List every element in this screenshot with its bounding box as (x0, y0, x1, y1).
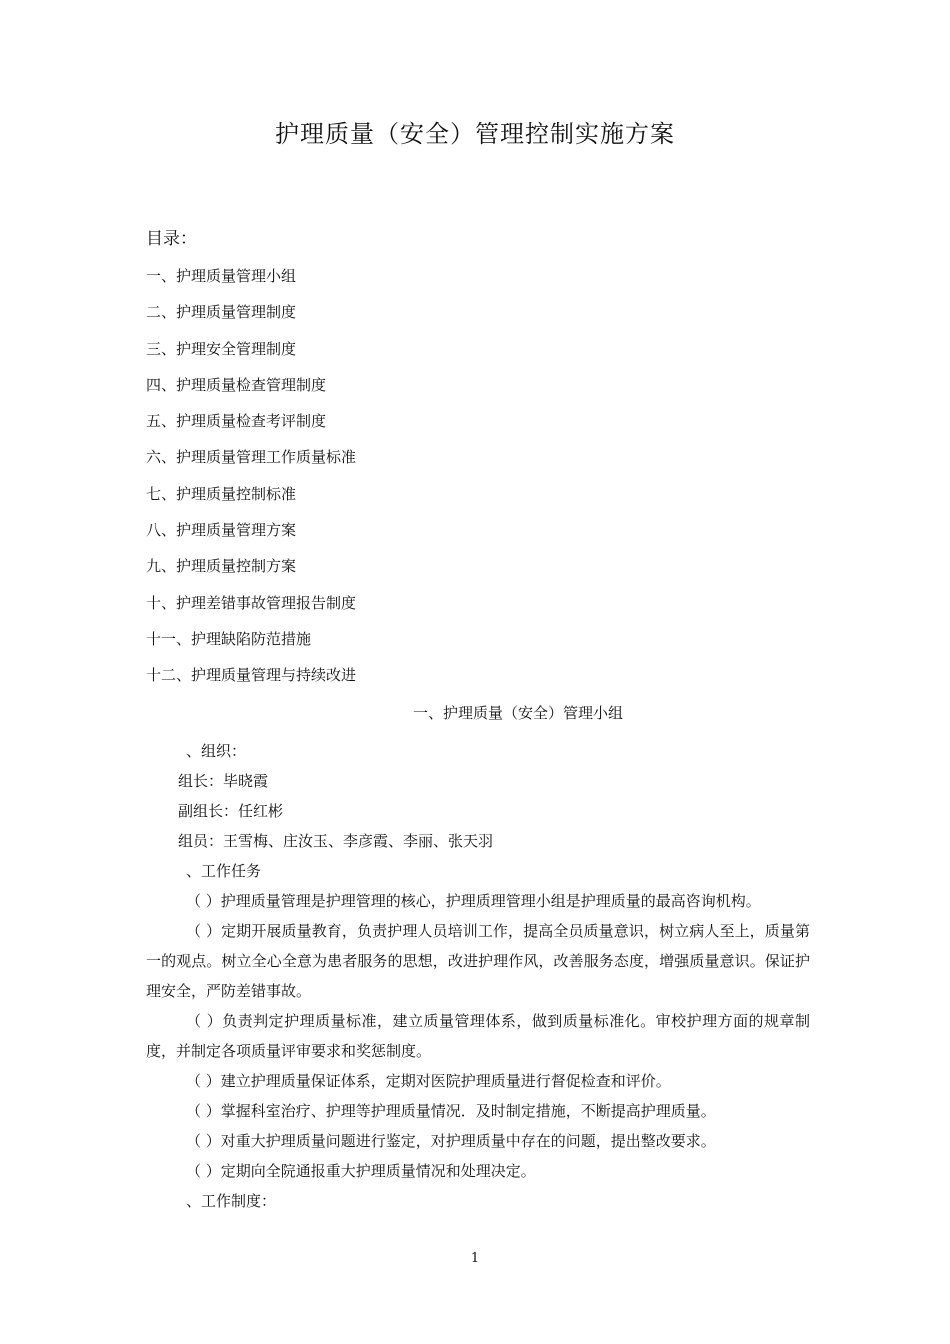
task-paragraph: （ ）掌握科室治疗、护理等护理质量情况．及时制定措施，不断提高护理质量。 (186, 1102, 716, 1120)
task-paragraph: （ ）负责判定护理质量标准，建立质量管理体系，做到质量标准化。审校护理方面的规章制度，并制定各项质量评审要求和奖惩制度。 (146, 1012, 810, 1060)
org-heading: 、组织： (186, 742, 247, 760)
task-paragraph: （ ）护理质量管理是护理管理的核心，护理质理管理小组是护理质量的最高咨询机构。 (186, 892, 761, 910)
task-paragraph: （ ）定期向全院通报重大护理质量情况和处理决定。 (186, 1162, 536, 1180)
toc-item: 九、护理质量控制方案 (146, 557, 297, 576)
leader-line: 组长：毕晓霞 (178, 772, 269, 790)
toc-item: 十一、护理缺陷防范措施 (146, 629, 312, 648)
members-line: 组员：王雪梅、庄汝玉、李彦霞、李丽、张天羽 (178, 832, 494, 850)
task-paragraph: （ ）对重大护理质量问题进行鉴定，对护理质量中存在的问题，提出整改要求。 (186, 1132, 716, 1150)
deputy-line: 副组长：任红彬 (178, 802, 284, 820)
page-number: 1 (470, 1251, 480, 1266)
toc-item: 二、护理质量管理制度 (146, 303, 297, 322)
tasks-heading: 、工作任务 (186, 862, 262, 880)
task-paragraph: （ ）定期开展质量教育，负责护理人员培训工作，提高全员质量意识，树立病人至上，质量第一的观点。树立全心全意为患者服务的思想，改进护理作风，改善服务态度，增强质量意识。保证护理安全，严防差错事故。 (146, 922, 810, 1000)
document-title: 护理质量（安全）管理控制实施方案 (275, 120, 675, 148)
section-body (146, 736, 810, 1216)
toc-item: 六、护理质量管理工作质量标准 (146, 448, 357, 467)
task-paragraph: （ ）建立护理质量保证体系，定期对医院护理质量进行督促检查和评价。 (186, 1072, 671, 1090)
toc-item: 八、护理质量管理方案 (146, 521, 297, 540)
toc-item: 十、护理差错事故管理报告制度 (146, 593, 357, 612)
table-of-contents (146, 263, 356, 699)
toc-heading: 目录： (146, 229, 197, 249)
toc-item: 一、护理质量管理小组 (146, 267, 297, 285)
toc-item: 四、护理质量检查管理制度 (146, 375, 327, 394)
system-heading: 、工作制度： (186, 1192, 277, 1210)
toc-item: 十二、护理质量管理与持续改进 (146, 666, 357, 685)
toc-item: 七、护理质量控制标准 (146, 484, 297, 503)
toc-item: 三、护理安全管理制度 (146, 339, 297, 358)
toc-item: 五、护理质量检查考评制度 (146, 412, 327, 431)
section-heading: 一、护理质量（安全）管理小组 (412, 704, 623, 722)
